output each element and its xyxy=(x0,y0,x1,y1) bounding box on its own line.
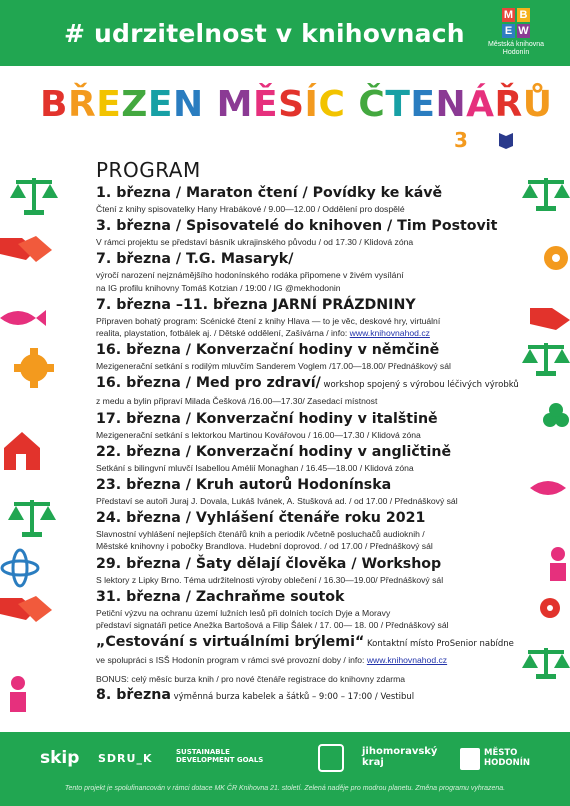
event-description-text: V rámci projektu se představí básník ukrajinského původu / od 17.30 / Klidová zóna xyxy=(96,237,414,248)
handshake-icon xyxy=(0,596,52,622)
event-list xyxy=(96,184,536,666)
website-link[interactable]: www.knihovnahod.cz xyxy=(349,328,430,339)
book-icon xyxy=(499,133,513,149)
book-moon-logo xyxy=(452,128,522,150)
logo-tile: B xyxy=(517,8,530,22)
headline-letter: Á xyxy=(466,84,495,125)
event-heading xyxy=(96,555,536,574)
event-description xyxy=(96,574,536,586)
event-heading xyxy=(96,410,536,429)
headline-letter: Ě xyxy=(253,84,279,125)
moon-icon xyxy=(480,131,488,147)
event-description xyxy=(96,607,536,619)
event-description-text: Setkání s bilingvní mluvčí Isabellou Amélií Monaghan / 16.45—18.00 / Klidová zóna xyxy=(96,462,414,473)
gear-icon xyxy=(540,598,560,618)
event-title: 16. března / Med pro zdraví/ xyxy=(96,375,321,392)
event-description-text: Čtení z knihy spisovatelky Hany Hrabákové / 9.00—12.00 / Oddělení pro dospělé xyxy=(96,204,405,214)
event-description-text: z medu a bylin připraví Milada Češková /16.00—17.30/ Zasedací místnost xyxy=(96,396,378,407)
handshake-icon xyxy=(0,236,52,262)
headline-letter: S xyxy=(278,84,305,125)
event-title: 31. března / Zachraňme soutok xyxy=(96,588,345,605)
footer-note: Tento projekt je spolufinancován v rámci dotace MK ČR Knihovna 21. století. Zelená naděje pro modrou planetu. Změna programu vyhrazena. xyxy=(64,785,506,792)
gear-icon xyxy=(14,348,54,388)
headline-word xyxy=(358,84,552,125)
event-title: 29. března / Šaty dělají člověka / Workshop xyxy=(96,555,442,572)
library-logo-tiles xyxy=(502,8,530,38)
program-section xyxy=(96,158,536,707)
event-description xyxy=(96,282,536,294)
headline-letter: E xyxy=(410,84,436,125)
library-name-line2: Hodonín xyxy=(502,49,530,56)
event-description-text: realita, playstation, fotbálek aj. / Dětské oddělení, Zašívárna / info: xyxy=(96,328,350,339)
event-title: 7. března –11. března JARNÍ PRÁZDNINY xyxy=(96,296,416,313)
event-heading xyxy=(96,250,536,269)
flower-icon xyxy=(543,403,569,427)
headline-letter: Ř xyxy=(494,84,523,125)
hashtag-title: # udrzitelnost v knihovnach xyxy=(64,19,465,48)
event-description xyxy=(96,619,536,631)
event-description-text: ve spolupráci s ISŠ Hodonín program v rámci své provozní doby / info: xyxy=(96,655,367,666)
event-heading-last xyxy=(96,686,536,707)
event-title: „Cestování s virtuálními brýlemi“ xyxy=(96,634,365,651)
headline-letter: C xyxy=(318,84,346,125)
event-description-text: Mezigenerační setkání s lektorkou Martinou Kovářovou / 16.00—17.30 / Klidová zóna xyxy=(96,429,421,440)
library-name-line1: Městská knihovna xyxy=(487,41,545,48)
castle-icon xyxy=(460,748,480,770)
event-description-text: na IG profilu knihovny Tomáš Kotzian / 19:00 / IG @mekhodonin xyxy=(96,282,341,293)
headline-title xyxy=(40,84,553,125)
headline-letter: Ř xyxy=(67,84,97,125)
event-description xyxy=(96,236,536,248)
event-description xyxy=(96,269,536,281)
event-description-text: Představí se autoři Juraj J. Dovala, Lukáš Ivánek, A. Stušková ad. / od 17.00 / Přednáškový sál xyxy=(96,496,458,507)
emblem-icon xyxy=(318,744,344,772)
headline-letter: B xyxy=(40,84,68,125)
bonus-note: BONUS: celý měsíc burza knih / pro nové čtenáře registrace do knihovny zdarma xyxy=(96,674,406,685)
event-description xyxy=(96,360,536,372)
headline-letter: Č xyxy=(358,84,386,125)
last-event-details: výměnná burza kabelek a šátků – 9:00 – 17:00 / Vestibul xyxy=(170,692,415,703)
event-heading xyxy=(96,588,536,607)
logo-tile: E xyxy=(502,24,515,38)
event-title: 3. března / Spisovatelé do knihoven / Tim Postovit xyxy=(96,218,498,235)
event-title: 16. března / Konverzační hodiny v němčině xyxy=(96,342,440,359)
event-description xyxy=(96,429,536,441)
event-description-text: Připraven bohatý program: Scénické čtení z knihy Hlava — to je věc, deskové hry, virtuální xyxy=(96,315,441,326)
logo-tile: W xyxy=(518,25,529,37)
library-name xyxy=(478,41,554,57)
gear-icon xyxy=(544,246,568,270)
website-link[interactable]: www.knihovnahod.cz xyxy=(366,655,448,666)
person-icon xyxy=(550,547,566,581)
logo-digit: 3 xyxy=(454,128,468,150)
event-description xyxy=(96,203,536,215)
fish-icon xyxy=(0,310,46,326)
event-heading xyxy=(96,633,536,654)
event-description xyxy=(96,495,536,507)
event-description-text: Mezigenerační setkání s rodilým mluvčím Sanderem Voglem /17.00—18.00/ Přednáškový sál xyxy=(96,361,451,372)
scales-icon xyxy=(8,500,56,537)
partner-jmk-logo: jihomoravský kraj xyxy=(362,746,438,768)
event-description xyxy=(96,540,536,552)
person-icon xyxy=(10,676,26,712)
event-description xyxy=(96,528,536,540)
event-heading xyxy=(96,217,536,236)
headline-letter: E xyxy=(96,84,122,125)
logo-tile: M xyxy=(503,9,514,21)
event-inline-details: workshop spojený s výrobou léčivých výrobků xyxy=(320,380,519,391)
partner-sdg-logo: SUSTAINABLE DEVELOPMENT GOALS xyxy=(176,748,264,764)
library-logo xyxy=(478,8,554,62)
headline-letter: Z xyxy=(121,84,148,125)
handshake-icon xyxy=(530,308,570,330)
scales-icon xyxy=(10,178,58,215)
event-description xyxy=(96,462,536,474)
event-title: 24. března / Vyhlášení čtenáře roku 2021 xyxy=(96,510,426,527)
headline-letter: E xyxy=(147,84,173,125)
event-title: 7. března / T.G. Masaryk/ xyxy=(96,251,294,268)
event-inline-details: Kontaktní místo ProSenior nabídne xyxy=(364,639,514,650)
event-description-text: S lektory z Lipky Brno. Téma udržitelnosti výroby oblečení / 16.30—19.00/ Přednáškový sál xyxy=(96,574,444,585)
event-title: 22. března / Konverzační hodiny v angličtině xyxy=(96,443,452,460)
house-icon xyxy=(4,432,40,470)
headline-letter: T xyxy=(385,84,411,125)
event-description xyxy=(96,327,536,339)
partner-logos xyxy=(36,744,546,774)
event-title: 17. března / Konverzační hodiny v italštině xyxy=(96,410,438,427)
headline-letter: Í xyxy=(304,84,319,125)
event-heading xyxy=(96,509,536,528)
event-heading xyxy=(96,341,536,360)
partner-skip-logo: skip xyxy=(40,748,80,768)
event-description-text: Slavnostní vyhlášení nejlepších čtenářů knih a periodik /včetně posluchačů audioknih / xyxy=(96,529,425,540)
headline-letter: Ů xyxy=(522,84,553,125)
event-title: 23. března / Kruh autorů Hodonínska xyxy=(96,477,392,494)
headline-letter: N xyxy=(435,84,467,125)
event-heading xyxy=(96,374,536,395)
headline-letter: M xyxy=(216,84,253,125)
header-bar xyxy=(0,0,570,66)
headline-letter: N xyxy=(172,84,204,125)
atom-icon xyxy=(2,550,38,586)
event-description xyxy=(96,315,536,327)
left-decorations xyxy=(0,168,70,728)
event-heading xyxy=(96,296,536,315)
event-title: 1. března / Maraton čtení / Povídky ke kávě xyxy=(96,185,443,201)
event-description-text: výročí narození nejznámějšího hodonínského rodáka připomene v živém vysílání xyxy=(96,270,404,281)
event-description-text: Petiční výzvu na ochranu území lužních lesů při dolních tocích Dyje a Moravy xyxy=(96,607,391,618)
partner-hodonin-logo: MĚSTO HODONÍN xyxy=(484,748,531,768)
event-heading xyxy=(96,443,536,462)
partner-sdruk-logo: SDRU_K xyxy=(98,752,153,765)
event-description xyxy=(96,395,536,407)
headline-word xyxy=(40,84,204,125)
event-heading xyxy=(96,184,536,203)
headline-word xyxy=(217,84,346,125)
event-description-text: Městské knihovny i pobočky Brandlova. Hudební doprovod. / od 17.00 / Přednáškový sál xyxy=(96,541,433,552)
event-description xyxy=(96,654,536,666)
event-description-text: představí signatáři petice Anežka Bartošová a Filip Šálek / 17. 00— 18. 00 / Přednáškový sál xyxy=(96,620,449,631)
event-heading xyxy=(96,476,536,495)
program-title: PROGRAM xyxy=(96,158,201,182)
last-event-date: 8. března xyxy=(96,687,171,704)
